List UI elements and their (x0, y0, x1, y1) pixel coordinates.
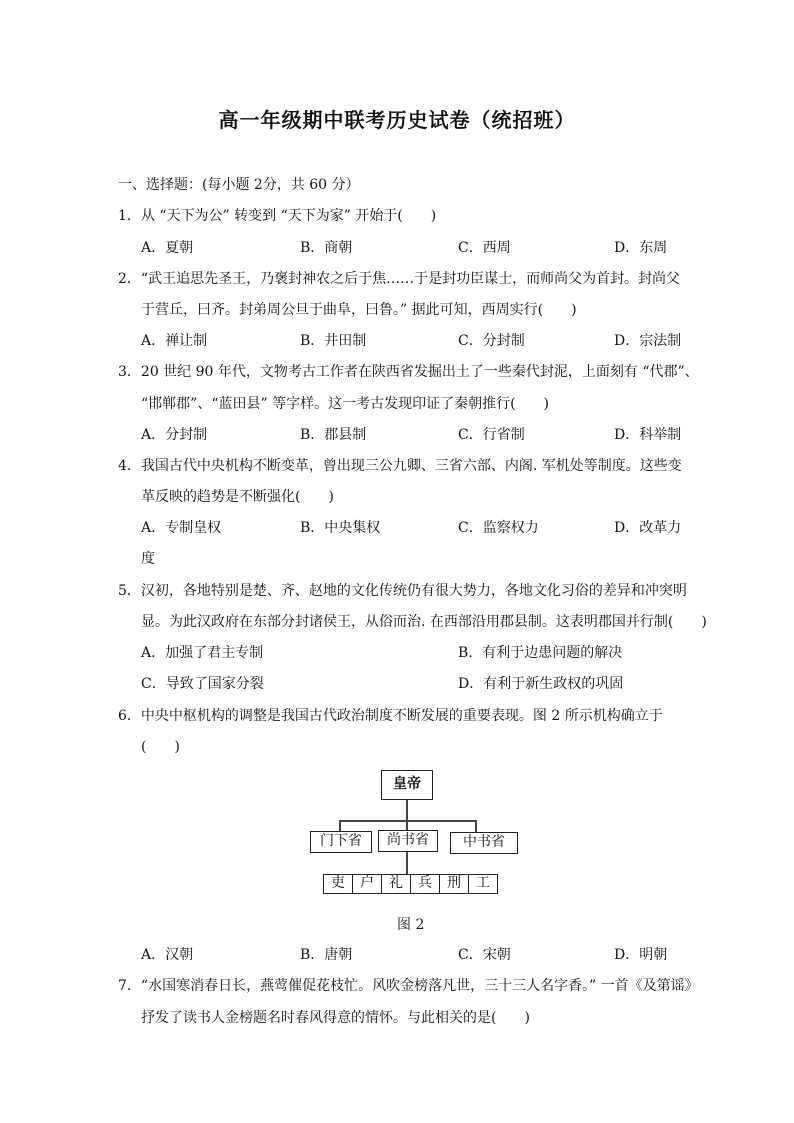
q5-option-b: B．有利于边患问题的解决 (458, 645, 623, 661)
diagram-ministry-li-personnel: 吏 (323, 874, 352, 894)
diagram-province-shangshu: 尚书省 (378, 830, 438, 852)
q1-option-d: D．东周 (614, 240, 668, 256)
question-2-stem-line-2: 于营丘，曰齐。封弟周公旦于曲阜，曰鲁。” 据此可知，西周实行( ) (141, 302, 577, 318)
diagram-ministry-li-rites: 礼 (381, 874, 410, 894)
q1-option-a: A．夏朝 (141, 240, 194, 256)
question-4-stem-line-1: 4．我国古代中央机构不断变革，曾出现三公九卿、三省六部、内阁. 军机处等制度。这些变 (118, 458, 682, 474)
q1-option-c: C．西周 (458, 240, 511, 256)
q4-option-b: B．中央集权 (300, 520, 381, 536)
question-6-stem-line-1: 6．中央中枢机构的调整是我国古代政治制度不断发展的重要表现。图 2 所示机构确立于 (118, 708, 663, 724)
exam-title: 高一年级期中联考历史试卷（统招班） (218, 108, 576, 132)
diagram-connector (339, 820, 341, 831)
diagram-connector (475, 820, 477, 832)
question-4-stem-line-2: 革反映的趋势是不断强化( ) (141, 489, 334, 505)
diagram-connector (406, 852, 408, 875)
q6-option-c: C．宋朝 (458, 947, 511, 963)
diagram-province-menxia: 门下省 (310, 831, 372, 853)
q4-option-a: A．专制皇权 (141, 520, 222, 536)
q3-option-a: A．分封制 (141, 427, 208, 443)
q5-option-a: A．加强了君主专制 (141, 645, 264, 661)
diagram-ministry-hu: 户 (352, 874, 381, 894)
q2-option-b: B．井田制 (300, 333, 367, 349)
question-1-stem: 1．从 “天下为公” 转变到 “天下为家” 开始于( ) (118, 208, 437, 224)
question-6-stem-line-2: ( ) (141, 739, 180, 755)
section-heading: 一、选择题：(每小题 2分，共 60 分） (118, 177, 360, 193)
q5-option-d: D．有利于新生政权的巩固 (458, 676, 624, 692)
diagram-ministry-xing: 刑 (439, 874, 468, 894)
q4-option-c: C．监察权力 (458, 520, 539, 536)
diagram-connector (339, 820, 476, 822)
q1-option-b: B．商朝 (300, 240, 353, 256)
question-7-stem-line-2: 抒发了读书人金榜题名时春风得意的情怀。与此相关的是( ) (141, 1010, 530, 1026)
diagram-province-zhongshu: 中书省 (450, 832, 518, 854)
q5-option-c: C．导致了国家分裂 (141, 676, 264, 692)
figure-caption: 图 2 (397, 917, 425, 933)
diagram-ministry-gong: 工 (468, 874, 498, 894)
q4-option-d: D．改革力 (614, 520, 682, 536)
q3-option-d: D．科举制 (614, 427, 682, 443)
q3-option-b: B．郡县制 (300, 427, 367, 443)
question-3-stem-line-2: “邯郸郡”、“蓝田县” 等字样。这一考古发现印证了秦朝推行( ) (141, 396, 550, 412)
diagram-connector (406, 800, 408, 820)
q3-option-c: C．行省制 (458, 427, 525, 443)
q2-option-d: D．宗法制 (614, 333, 682, 349)
question-5-stem-line-1: 5．汉初，各地特别是楚、齐、赵地的文化传统仍有很大势力，各地文化习俗的差异和冲突明 (118, 583, 687, 599)
q6-option-d: D．明朝 (614, 947, 668, 963)
q4-option-d-wrap: 度 (141, 551, 155, 567)
diagram-ministry-bing: 兵 (410, 874, 439, 894)
question-7-stem-line-1: 7．“水国寒消春日长，燕莺催促花枝忙。风吹金榜落凡世，三十三人名字香。” 一首《及第谣》 (118, 978, 699, 994)
diagram-connector (406, 820, 408, 830)
q2-option-c: C．分封制 (458, 333, 525, 349)
diagram-emperor-box: 皇帝 (381, 770, 433, 800)
q2-option-a: A．禅让制 (141, 333, 208, 349)
q6-option-b: B．唐朝 (300, 947, 353, 963)
q6-option-a: A．汉朝 (141, 947, 194, 963)
question-5-stem-line-2: 显。为此汉政府在东部分封诸侯王，从俗而治. 在西部沿用郡县制。这表明郡国并行制( ) (141, 614, 707, 630)
question-3-stem-line-1: 3．20 世纪 90 年代，文物考古工作者在陕西省发掘出土了一些秦代封泥，上面刻有 “代郡”、 (118, 364, 699, 380)
question-2-stem-line-1: 2．“武王追思先圣王，乃褒封神农之后于焦……于是封功臣谋士，而师尚父为首封。封尚父 (118, 271, 681, 287)
